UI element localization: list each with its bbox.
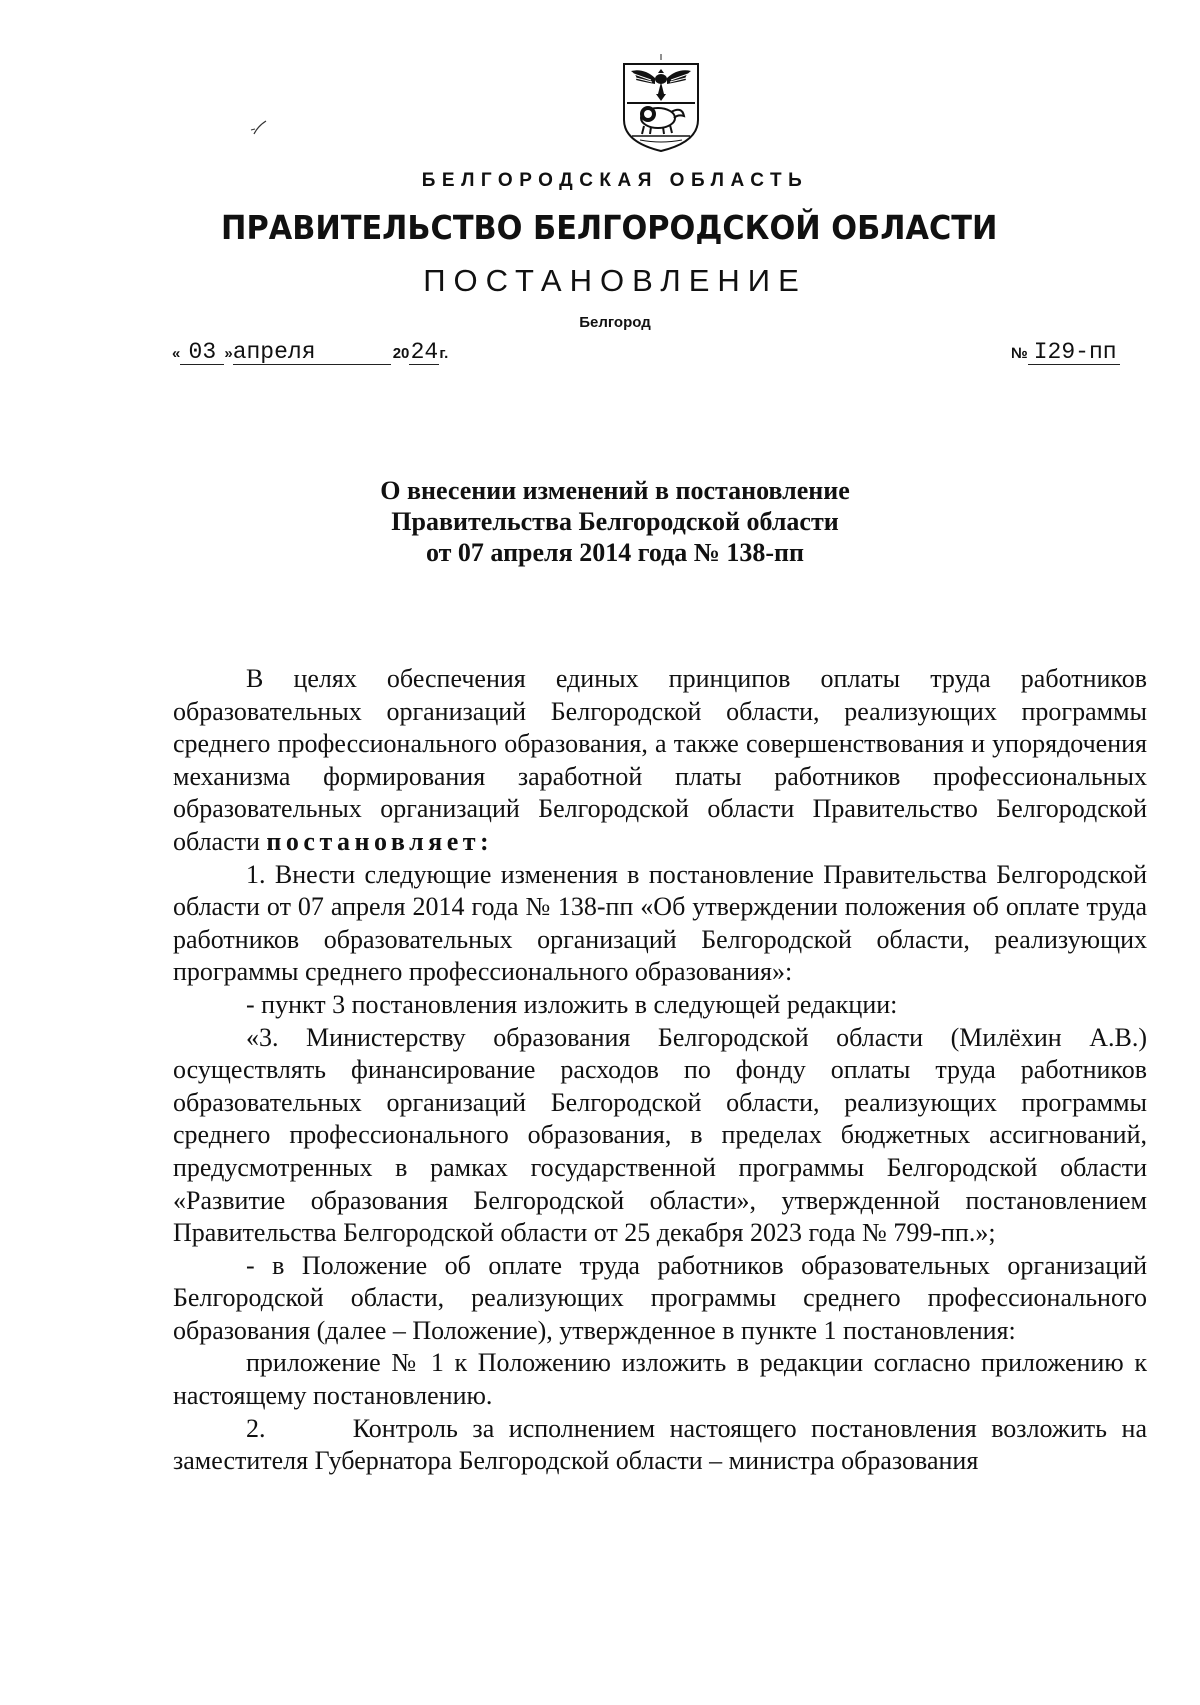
- coat-of-arms-icon: [618, 54, 704, 154]
- number-sign: №: [1011, 345, 1028, 362]
- region-name: БЕЛГОРОДСКАЯ ОБЛАСТЬ: [421, 170, 809, 191]
- body-paragraph-item-1-sub-a: - пункт 3 постановления изложить в следующей редакции:: [246, 989, 898, 1019]
- title-line-1: О внесении изменений в постановление: [380, 476, 850, 505]
- decree-word: постановляет:: [266, 826, 494, 856]
- government-name: ПРАВИТЕЛЬСТВО БЕЛГОРОДСКОЙ ОБЛАСТИ: [221, 208, 998, 247]
- body-paragraph-preamble: [173, 663, 1147, 859]
- date-open-quote: «: [172, 345, 181, 362]
- document-type: ПОСТАНОВЛЕНИЕ: [423, 263, 807, 298]
- date-year-unit: г.: [439, 345, 449, 362]
- number-value: I29-пп: [1028, 340, 1120, 365]
- document-number: [1011, 340, 1120, 365]
- date-month: апреля: [233, 340, 391, 365]
- body-paragraph-appendix: приложение № 1 к Положению изложить в редакции согласно приложению к настоящему постановлению.: [173, 1348, 1147, 1411]
- title-line-2: Правительства Белгородской области: [391, 507, 839, 536]
- body-paragraph-item-3-text: «3. Министерству образования Белгородской области (Милёхин А.В.) осуществлять финансирование расходов по фонду оплаты труда работников образовательных организаций Белгородской области, реализующих программы среднего профессионального образования, в пределах бюджетных ассигнований, предусмотренных в рамках государственной программы Белгородской области «Развитие образования Белгородской области», утвержденной постановлением Правительства Белгородской области от 25 декабря 2023 года № 799-пп.»;: [173, 1022, 1147, 1248]
- pen-mark-icon: [250, 118, 270, 138]
- body-paragraph-item-2: 2. Контроль за исполнением настоящего постановления возложить на заместителя Губернатора Белгородской области – министра образования: [173, 1413, 1154, 1476]
- body-paragraph-item-1: 1. Внести следующие изменения в постановление Правительства Белгородской области от 07 апреля 2014 года № 138-пп «Об утверждении положения об оплате труда работников образовательных организаций Белгородской области, реализующих программы среднего профессионального образования»:: [173, 859, 1147, 987]
- date-year-prefix: 20: [392, 345, 410, 362]
- title-line-3: от 07 апреля 2014 года № 138-пп: [425, 538, 805, 567]
- document-body: [173, 663, 1154, 1478]
- document-date: [172, 340, 448, 365]
- preamble-text: В целях обеспечения единых принципов оплаты труда работников образовательных организаций Белгородской области, реализующих программы среднего профессионального образования, а также совершенствования и упорядочения механизма формирования заработной платы работников профессиональных образовательных организаций Белгородской области Правительство Белгородской области: [173, 664, 1147, 856]
- date-year-suffix: 24: [410, 339, 439, 365]
- document-title: [0, 475, 1200, 568]
- date-day: 03: [180, 340, 224, 365]
- body-paragraph-item-1-sub-b: - в Положение об оплате труда работников образовательных организаций Белгородской области, реализующих программы среднего профессионального образования (далее – Положение), утвержденное в пункте 1 постановления:: [173, 1250, 1147, 1345]
- city-name: Белгород: [579, 314, 651, 331]
- date-close-quote: »: [224, 345, 233, 362]
